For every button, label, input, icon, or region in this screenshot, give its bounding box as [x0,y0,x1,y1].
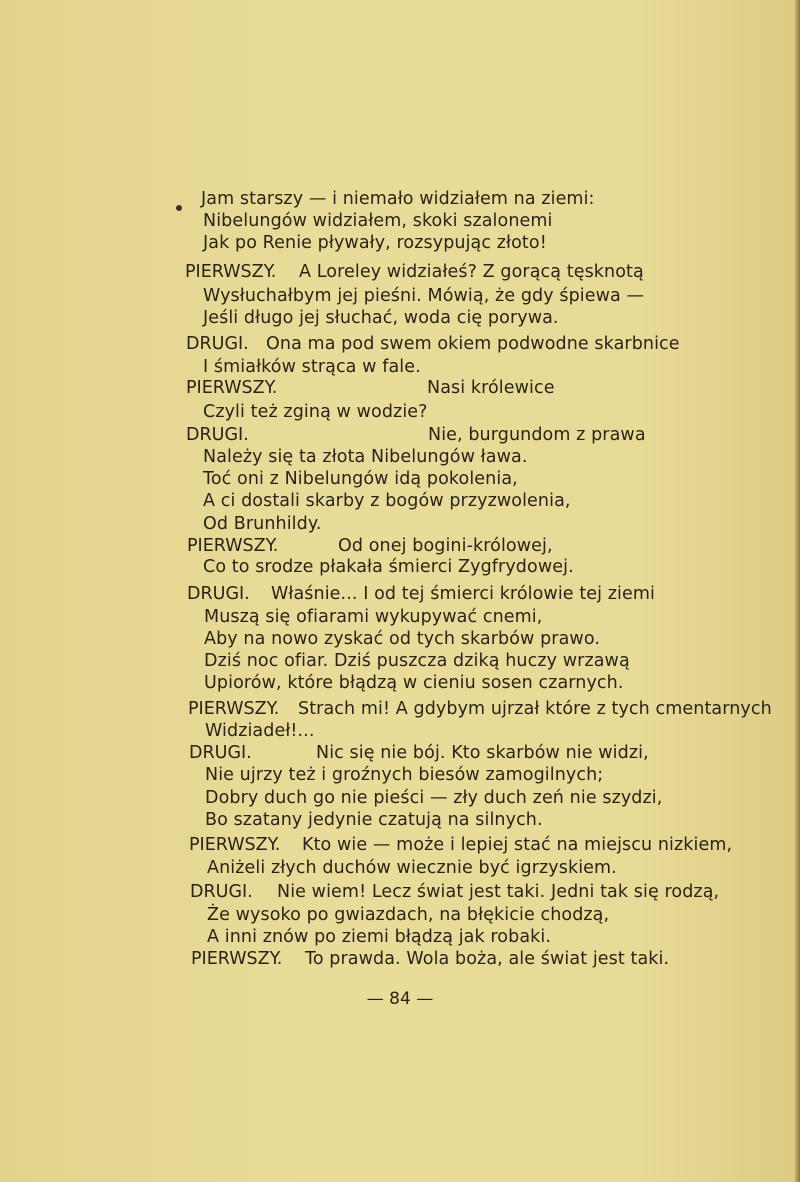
speaker-name: PIERWSZY. [186,378,278,398]
speaker-name: DRUGI. [186,334,249,354]
verse-line: Muszą się ofiarami wykupywać cnemi, [204,607,543,627]
verse-line: Nasi królewice [427,378,555,398]
speaker-name: PIERWSZY. [191,949,283,969]
verse-line: Nie ujrzy też i groźnych biesów zamogilnych; [205,765,604,785]
speaker-name: PIERWSZY. [188,699,280,719]
verse-line: Aniżeli złych duchów wiecznie być igrzyskiem. [207,858,617,878]
page-number: — 84 — [366,989,434,1009]
verse-line: Należy się ta złota Nibelungów ława. [203,447,528,467]
verse-line: Ona ma pod swem okiem podwodne skarbnice [266,334,680,354]
verse-line: Kto wie — może i lepiej stać na miejscu nizkiem, [302,835,733,855]
verse-line: Dziś noc ofiar. Dziś puszcza dziką huczy wrzawą [204,651,630,671]
verse-line: Aby na nowo zyskać od tych skarbów prawo. [204,629,600,649]
verse-line: A ci dostali skarby z bogów przyzwolenia, [203,491,571,511]
verse-line: A Loreley widziałeś? Z gorącą tęsknotą [299,262,644,282]
verse-line: Od Brunhildy. [203,514,322,534]
verse-line: Od onej bogini-królowej, [338,536,553,556]
verse-line: To prawda. Wola boża, ale świat jest taki. [305,949,670,969]
speaker-name: DRUGI. [187,584,250,604]
verse-line: Właśnie... I od tej śmierci królowie tej ziemi [271,584,655,604]
verse-line: Nibelungów widziałem, skoki szalonemi [203,211,553,231]
verse-line: Wysłuchałbym jej pieśni. Mówią, że gdy śpiewa — [203,286,645,306]
verse-line: Że wysoko po gwiazdach, na błękicie chodzą, [207,905,610,925]
verse-line: I śmiałków strąca w fale. [203,357,421,377]
verse-line: Toć oni z Nibelungów idą pokolenia, [203,469,518,489]
verse-line: A inni znów po ziemi błądzą jak robaki. [207,927,552,947]
speaker-name: PIERWSZY. [187,536,279,556]
verse-line: Dobry duch go nie pieści — zły duch zeń nie szydzi, [205,788,663,808]
speaker-name: DRUGI. [186,425,249,445]
speaker-name: DRUGI. [189,743,252,763]
ink-mark [176,205,182,211]
verse-line: Bo szatany jedynie czatują na silnych. [205,810,543,830]
speaker-name: PIERWSZY. [189,835,281,855]
verse-line: Upiorów, które błądzą w cieniu sosen czarnych. [204,673,624,693]
verse-line: Jeśli długo jej słuchać, woda cię porywa. [203,308,559,328]
speaker-name: DRUGI. [190,882,253,902]
verse-line: Nie wiem! Lecz świat jest taki. Jedni tak się rodzą, [277,882,720,902]
verse-line: Jam starszy — i niemało widziałem na ziemi: [201,189,595,209]
verse-line: Jak po Renie pływały, rozsypując złoto! [203,233,547,253]
verse-line: Czyli też zginą w wodzie? [203,402,428,422]
speaker-name: PIERWSZY. [185,262,277,282]
verse-line: Nie, burgundom z prawa [428,425,646,445]
verse-line: Nic się nie bój. Kto skarbów nie widzi, [316,743,649,763]
verse-line: Co to srodze płakała śmierci Zygfrydowej. [203,557,574,577]
verse-line: Strach mi! A gdybym ujrzał które z tych cmentarnych [298,699,772,719]
verse-line: Widziadeł!... [205,721,315,741]
